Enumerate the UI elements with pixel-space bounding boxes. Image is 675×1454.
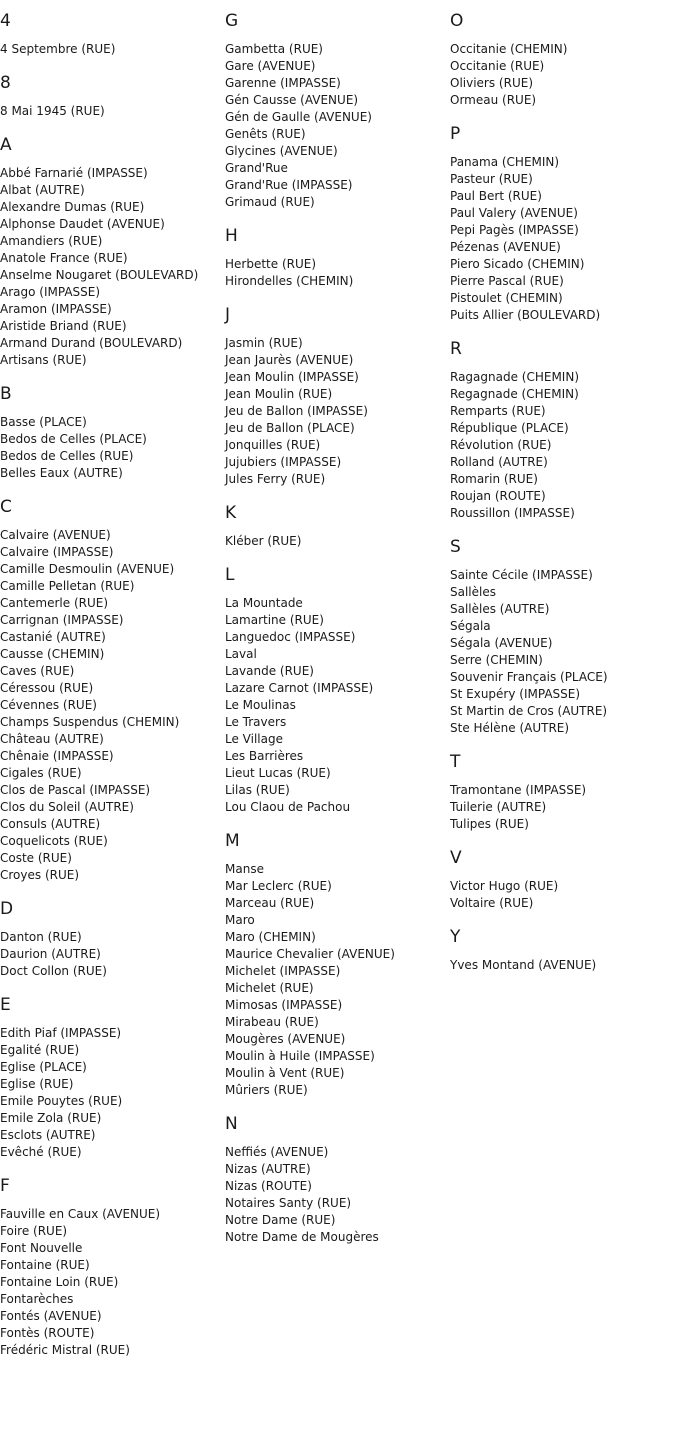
section-letter-heading: J (225, 305, 231, 325)
letter-section-v (450, 848, 672, 912)
street-link[interactable]: Lamartine (RUE) (225, 613, 324, 627)
street-link[interactable]: Jean Moulin (RUE) (225, 387, 333, 401)
street-link[interactable]: Jasmin (RUE) (225, 336, 303, 350)
street-link[interactable]: Esclots (AUTRE) (0, 1128, 96, 1142)
street-link[interactable]: 4 Septembre (RUE) (0, 42, 116, 56)
section-letter-heading: M (225, 831, 240, 851)
street-link[interactable]: Remparts (RUE) (450, 404, 546, 418)
street-link[interactable]: Jujubiers (IMPASSE) (225, 455, 342, 469)
street-list (450, 154, 672, 324)
street-link[interactable]: Basse (PLACE) (0, 415, 87, 429)
letter-section-h (225, 226, 447, 290)
street-link[interactable]: Le Village (225, 732, 283, 746)
street-link[interactable]: Fontaine Loin (RUE) (0, 1275, 119, 1289)
street-link[interactable]: Grimaud (RUE) (225, 195, 315, 209)
letter-section-4 (0, 11, 222, 58)
street-link[interactable]: Hirondelles (CHEMIN) (225, 274, 354, 288)
street-link[interactable]: Pasteur (RUE) (450, 172, 533, 186)
letter-section-l (225, 565, 447, 816)
street-link[interactable]: Font Nouvelle (0, 1241, 83, 1255)
street-link[interactable]: Yves Montand (AVENUE) (450, 958, 597, 972)
street-link[interactable]: Doct Collon (RUE) (0, 964, 107, 978)
street-link[interactable]: Chênaie (IMPASSE) (0, 749, 114, 763)
letter-section-p (450, 124, 672, 324)
street-link[interactable]: Emile Zola (RUE) (0, 1111, 102, 1125)
section-letter-heading: D (0, 899, 14, 919)
street-link[interactable]: Tuilerie (AUTRE) (450, 800, 547, 814)
street-link[interactable]: Caves (RUE) (0, 664, 75, 678)
section-letter-heading: P (450, 124, 461, 144)
street-link[interactable]: Aristide Briand (RUE) (0, 319, 127, 333)
street-list (225, 256, 447, 290)
street-link[interactable]: Ségala (450, 619, 491, 633)
street-link[interactable]: Roussillon (IMPASSE) (450, 506, 575, 520)
street-list (225, 41, 447, 211)
street-link[interactable]: Ste Hélène (AUTRE) (450, 721, 570, 735)
street-link[interactable]: Notre Dame de Mougères (225, 1230, 379, 1244)
street-link[interactable]: Jeu de Ballon (PLACE) (225, 421, 355, 435)
street-link[interactable]: Puits Allier (BOULEVARD) (450, 308, 601, 322)
section-letter-heading: V (450, 848, 462, 868)
street-link[interactable]: Fontaine (RUE) (0, 1258, 90, 1272)
street-link[interactable]: Anselme Nougaret (BOULEVARD) (0, 268, 199, 282)
street-link[interactable]: Anatole France (RUE) (0, 251, 128, 265)
street-link[interactable]: Edith Piaf (IMPASSE) (0, 1026, 122, 1040)
street-link[interactable]: Grand'Rue (IMPASSE) (225, 178, 353, 192)
street-link[interactable]: Abbé Farnarié (IMPASSE) (0, 166, 148, 180)
street-link[interactable]: Ségala (AVENUE) (450, 636, 553, 650)
street-list (225, 595, 447, 816)
street-link[interactable]: Foire (RUE) (0, 1224, 68, 1238)
street-link[interactable]: Fontés (AVENUE) (0, 1309, 102, 1323)
street-link[interactable]: Causse (CHEMIN) (0, 647, 105, 661)
street-link[interactable]: Voltaire (RUE) (450, 896, 534, 910)
street-link[interactable]: Paul Valery (AVENUE) (450, 206, 578, 220)
street-link[interactable]: Pepi Pagès (IMPASSE) (450, 223, 579, 237)
street-link[interactable]: Occitanie (RUE) (450, 59, 545, 73)
street-list (225, 533, 447, 550)
letter-section-s (450, 537, 672, 737)
street-link[interactable]: Notre Dame (RUE) (225, 1213, 336, 1227)
street-link[interactable]: Rolland (AUTRE) (450, 455, 548, 469)
street-link[interactable]: Armand Durand (BOULEVARD) (0, 336, 183, 350)
letter-section-g (225, 11, 447, 211)
street-link[interactable]: Marceau (RUE) (225, 896, 315, 910)
letter-section-t (450, 752, 672, 833)
street-column-3 (450, 0, 672, 989)
street-link[interactable]: Cigales (RUE) (0, 766, 82, 780)
street-link[interactable]: Roujan (ROUTE) (450, 489, 546, 503)
street-link[interactable]: Genêts (RUE) (225, 127, 306, 141)
section-letter-heading: K (225, 503, 237, 523)
street-link[interactable]: Carrignan (IMPASSE) (0, 613, 124, 627)
street-link[interactable]: Le Moulinas (225, 698, 296, 712)
street-link[interactable]: Arago (IMPASSE) (0, 285, 101, 299)
street-list (0, 527, 222, 884)
street-link[interactable]: Manse (225, 862, 264, 876)
section-letter-heading: L (225, 565, 235, 585)
street-column-1 (0, 0, 222, 1374)
street-link[interactable]: Moulin à Huile (IMPASSE) (225, 1049, 375, 1063)
street-link[interactable]: Fontarèches (0, 1292, 74, 1306)
street-link[interactable]: Mimosas (IMPASSE) (225, 998, 343, 1012)
street-link[interactable]: Eglise (RUE) (0, 1077, 74, 1091)
street-link[interactable]: Lavande (RUE) (225, 664, 314, 678)
street-link[interactable]: Gén Causse (AVENUE) (225, 93, 359, 107)
letter-section-c (0, 497, 222, 884)
letter-section-n (225, 1114, 447, 1246)
street-link[interactable]: Panama (CHEMIN) (450, 155, 560, 169)
section-letter-heading: R (450, 339, 462, 359)
street-list (0, 1025, 222, 1161)
street-link[interactable]: Emile Pouytes (RUE) (0, 1094, 123, 1108)
street-link[interactable]: Clos du Soleil (AUTRE) (0, 800, 134, 814)
section-letter-heading: 4 (0, 11, 11, 31)
street-list (450, 369, 672, 522)
street-link[interactable]: Amandiers (RUE) (0, 234, 103, 248)
street-link[interactable]: Paul Bert (RUE) (450, 189, 542, 203)
street-link[interactable]: Mûriers (RUE) (225, 1083, 308, 1097)
street-link[interactable]: Laval (225, 647, 257, 661)
street-link[interactable]: Evêché (RUE) (0, 1145, 82, 1159)
street-link[interactable]: République (PLACE) (450, 421, 569, 435)
street-list (450, 782, 672, 833)
street-link[interactable]: Lilas (RUE) (225, 783, 290, 797)
street-link[interactable]: Kléber (RUE) (225, 534, 302, 548)
street-link[interactable]: 8 Mai 1945 (RUE) (0, 104, 105, 118)
street-link[interactable]: Frédéric Mistral (RUE) (0, 1343, 130, 1357)
street-link[interactable]: Lazare Carnot (IMPASSE) (225, 681, 374, 695)
street-link[interactable]: Coquelicots (RUE) (0, 834, 108, 848)
letter-section-e (0, 995, 222, 1161)
street-link[interactable]: Calvaire (IMPASSE) (0, 545, 114, 559)
street-list (225, 335, 447, 488)
street-link[interactable]: Victor Hugo (RUE) (450, 879, 559, 893)
section-letter-heading: H (225, 226, 238, 246)
street-link[interactable]: Romarin (RUE) (450, 472, 538, 486)
section-letter-heading: 8 (0, 73, 11, 93)
section-letter-heading: A (0, 135, 12, 155)
street-link[interactable]: Neffiés (AVENUE) (225, 1145, 329, 1159)
section-letter-heading: O (450, 11, 464, 31)
section-letter-heading: B (0, 384, 12, 404)
street-list (225, 1144, 447, 1246)
street-link[interactable]: Cantemerle (RUE) (0, 596, 109, 610)
street-link[interactable]: Danton (RUE) (0, 930, 82, 944)
letter-section-d (0, 899, 222, 980)
section-letter-heading: F (0, 1176, 10, 1196)
street-link[interactable]: Cévennes (RUE) (0, 698, 97, 712)
street-link[interactable]: Jonquilles (RUE) (225, 438, 321, 452)
letter-section-r (450, 339, 672, 522)
street-link[interactable]: Alexandre Dumas (RUE) (0, 200, 145, 214)
street-link[interactable]: Alphonse Daudet (AVENUE) (0, 217, 165, 231)
street-link[interactable]: Maro (225, 913, 255, 927)
street-link[interactable]: Nizas (ROUTE) (225, 1179, 312, 1193)
street-link[interactable]: Pézenas (AVENUE) (450, 240, 561, 254)
letter-section-b (0, 384, 222, 482)
section-letter-heading: C (0, 497, 12, 517)
letter-section-y (450, 927, 672, 974)
street-link[interactable]: St Martin de Cros (AUTRE) (450, 704, 608, 718)
street-list (0, 414, 222, 482)
section-letter-heading: E (0, 995, 11, 1015)
street-link[interactable]: Mirabeau (RUE) (225, 1015, 319, 1029)
street-link[interactable]: Piero Sicado (CHEMIN) (450, 257, 585, 271)
street-link[interactable]: Aramon (IMPASSE) (0, 302, 112, 316)
street-link[interactable]: Belles Eaux (AUTRE) (0, 466, 123, 480)
street-link[interactable]: Gare (AVENUE) (225, 59, 316, 73)
section-letter-heading: Y (450, 927, 461, 947)
street-link[interactable]: Serre (CHEMIN) (450, 653, 543, 667)
street-link[interactable]: Garenne (IMPASSE) (225, 76, 341, 90)
street-link[interactable]: St Exupéry (IMPASSE) (450, 687, 581, 701)
street-link[interactable]: Jean Jaurès (AVENUE) (225, 353, 354, 367)
street-link[interactable]: Sainte Cécile (IMPASSE) (450, 568, 593, 582)
street-link[interactable]: La Mountade (225, 596, 303, 610)
street-link[interactable]: Ragagnade (CHEMIN) (450, 370, 580, 384)
street-link[interactable]: Château (AUTRE) (0, 732, 104, 746)
street-link[interactable]: Michelet (RUE) (225, 981, 314, 995)
street-link[interactable]: Eglise (PLACE) (0, 1060, 87, 1074)
street-list (225, 861, 447, 1099)
street-link[interactable]: Coste (RUE) (0, 851, 72, 865)
letter-section-m (225, 831, 447, 1099)
street-link[interactable]: Sallèles (450, 585, 496, 599)
street-link[interactable]: Consuls (AUTRE) (0, 817, 101, 831)
street-link[interactable]: Occitanie (CHEMIN) (450, 42, 568, 56)
street-link[interactable]: Gén de Gaulle (AVENUE) (225, 110, 372, 124)
street-link[interactable]: Notaires Santy (RUE) (225, 1196, 352, 1210)
street-link[interactable]: Sallèles (AUTRE) (450, 602, 550, 616)
street-link[interactable]: Fauville en Caux (AVENUE) (0, 1207, 161, 1221)
street-list (450, 957, 672, 974)
street-link[interactable]: Maro (CHEMIN) (225, 930, 316, 944)
street-link[interactable]: Souvenir Français (PLACE) (450, 670, 608, 684)
street-link[interactable]: Mougères (AVENUE) (225, 1032, 346, 1046)
street-link[interactable]: Moulin à Vent (RUE) (225, 1066, 345, 1080)
street-link[interactable]: Croyes (RUE) (0, 868, 80, 882)
letter-section-f (0, 1176, 222, 1359)
street-link[interactable]: Lieut Lucas (RUE) (225, 766, 331, 780)
street-link[interactable]: Ormeau (RUE) (450, 93, 537, 107)
street-link[interactable]: Tulipes (RUE) (450, 817, 529, 831)
street-link[interactable]: Lou Claou de Pachou (225, 800, 351, 814)
street-link[interactable]: Jeu de Ballon (IMPASSE) (225, 404, 368, 418)
street-link[interactable]: Camille Pelletan (RUE) (0, 579, 135, 593)
street-link[interactable]: Bedos de Celles (RUE) (0, 449, 134, 463)
street-link[interactable]: Champs Suspendus (CHEMIN) (0, 715, 180, 729)
street-link[interactable]: Herbette (RUE) (225, 257, 317, 271)
street-link[interactable]: Michelet (IMPASSE) (225, 964, 341, 978)
street-link[interactable]: Artisans (RUE) (0, 353, 87, 367)
street-link[interactable]: Jean Moulin (IMPASSE) (225, 370, 359, 384)
street-link[interactable]: Pistoulet (CHEMIN) (450, 291, 563, 305)
letter-section-k (225, 503, 447, 550)
street-link[interactable]: Calvaire (AVENUE) (0, 528, 111, 542)
section-letter-heading: T (450, 752, 461, 772)
street-link[interactable]: Oliviers (RUE) (450, 76, 533, 90)
street-list (0, 929, 222, 980)
street-link[interactable]: Nizas (AUTRE) (225, 1162, 311, 1176)
street-list (450, 878, 672, 912)
street-link[interactable]: Révolution (RUE) (450, 438, 552, 452)
section-letter-heading: N (225, 1114, 238, 1134)
street-link[interactable]: Clos de Pascal (IMPASSE) (0, 783, 151, 797)
street-list (0, 1206, 222, 1359)
street-link[interactable]: Les Barrières (225, 749, 304, 763)
street-link[interactable]: Tramontane (IMPASSE) (450, 783, 587, 797)
street-link[interactable]: Maurice Chevalier (AVENUE) (225, 947, 395, 961)
street-link[interactable]: Grand'Rue (225, 161, 288, 175)
street-link[interactable]: Jules Ferry (RUE) (225, 472, 326, 486)
letter-section-j (225, 305, 447, 488)
street-link[interactable]: Egalité (RUE) (0, 1043, 80, 1057)
section-letter-heading: G (225, 11, 239, 31)
street-link[interactable]: Languedoc (IMPASSE) (225, 630, 356, 644)
street-link[interactable]: Bedos de Celles (PLACE) (0, 432, 147, 446)
street-link[interactable]: Céressou (RUE) (0, 681, 94, 695)
street-list (0, 103, 222, 120)
street-link[interactable]: Daurion (AUTRE) (0, 947, 101, 961)
street-list (0, 41, 222, 58)
street-link[interactable]: Fontès (ROUTE) (0, 1326, 95, 1340)
street-column-2 (225, 0, 447, 1261)
street-link[interactable]: Camille Desmoulin (AVENUE) (0, 562, 175, 576)
street-link[interactable]: Albat (AUTRE) (0, 183, 85, 197)
street-link[interactable]: Castanié (AUTRE) (0, 630, 106, 644)
letter-section-a (0, 135, 222, 369)
street-link[interactable]: Pierre Pascal (RUE) (450, 274, 564, 288)
street-link[interactable]: Regagnade (CHEMIN) (450, 387, 579, 401)
street-link[interactable]: Le Travers (225, 715, 287, 729)
street-link[interactable]: Mar Leclerc (RUE) (225, 879, 332, 893)
section-letter-heading: S (450, 537, 461, 557)
street-list (450, 567, 672, 737)
street-link[interactable]: Gambetta (RUE) (225, 42, 323, 56)
letter-section-8 (0, 73, 222, 120)
street-list (0, 165, 222, 369)
street-link[interactable]: Glycines (AVENUE) (225, 144, 338, 158)
letter-section-o (450, 11, 672, 109)
street-list (450, 41, 672, 109)
